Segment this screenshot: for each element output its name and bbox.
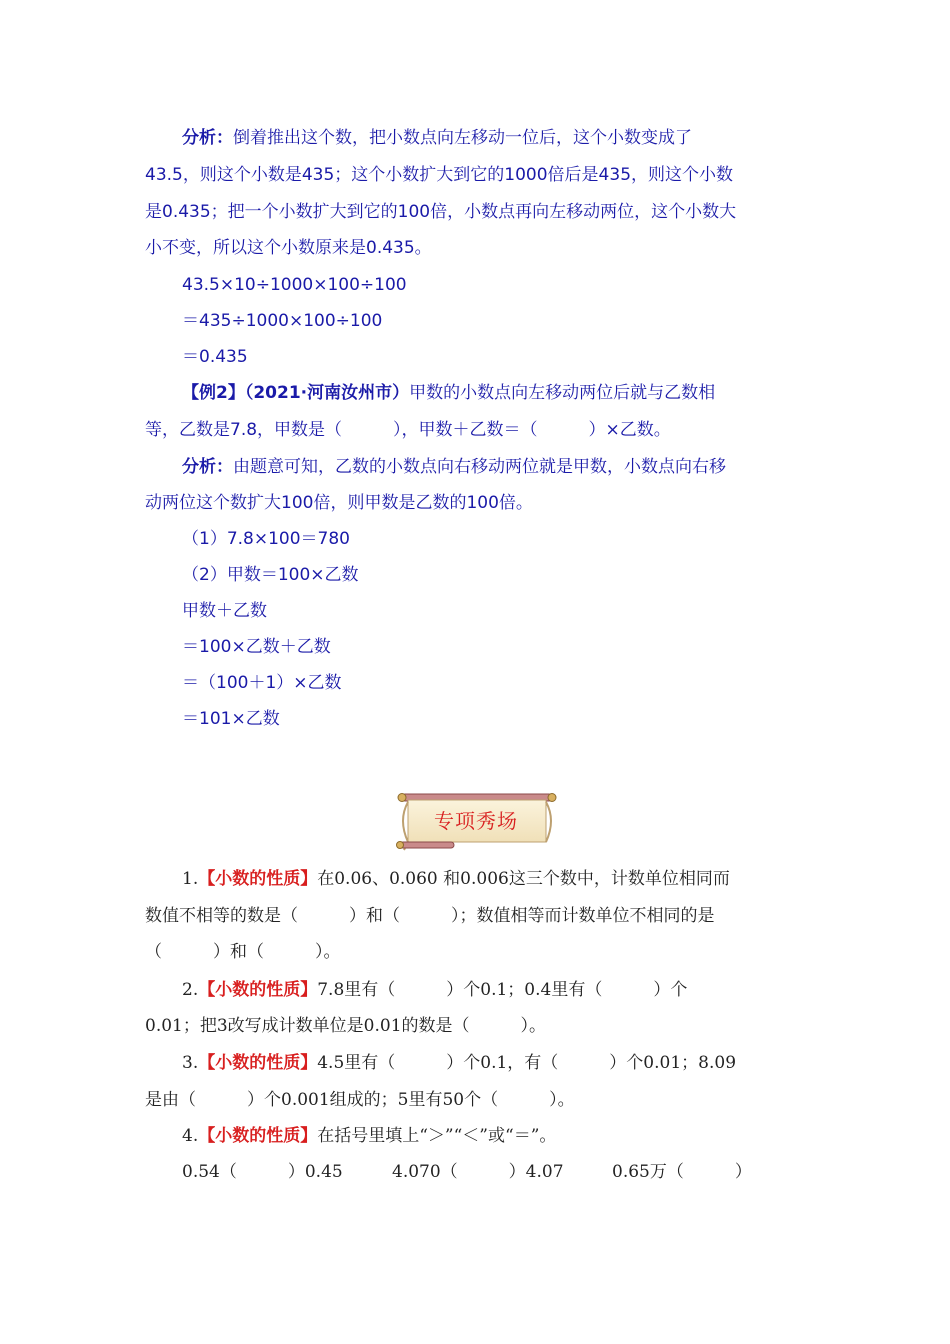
calc2-step6: ＝101×乙数 [182, 709, 280, 729]
analysis-label: 分析： [182, 128, 233, 148]
question3-line1: 3.【小数的性质】4.5里有（ ）个0.1，有（ ）个0.01；8.09 [182, 1053, 737, 1073]
analysis1-line2: 43.5，则这个小数是435；这个小数扩大到它的1000倍后是435，则这个小数 [145, 165, 734, 185]
calc2-step5: ＝（100＋1）×乙数 [182, 673, 342, 693]
question-number: 1. [182, 869, 199, 889]
calc1-step1: 43.5×10÷1000×100÷100 [182, 275, 407, 295]
calc2-step4: ＝100×乙数＋乙数 [182, 637, 331, 657]
analysis-label: 分析： [182, 457, 233, 477]
question-tag: 【小数的性质】 [198, 980, 318, 1000]
banner-title: 专项秀场 [434, 808, 518, 833]
question2-line1: 2.【小数的性质】7.8里有（ ）个0.1；0.4里有（ ）个 [182, 980, 688, 1000]
question-number: 2. [182, 980, 199, 1000]
question4-item1: 0.54（ ）0.45 [182, 1162, 343, 1182]
analysis2-line1: 分析：由题意可知，乙数的小数点向右移动两位就是甲数，小数点向右移 [182, 457, 726, 477]
analysis1-line1: 分析：倒着推出这个数，把小数点向左移动一位后，这个小数变成了 [182, 128, 692, 148]
section-banner [392, 790, 564, 856]
analysis2-line2: 动两位这个数扩大100倍，则甲数是乙数的100倍。 [145, 493, 533, 513]
calc2-step3: 甲数＋乙数 [182, 601, 267, 621]
question1-line2: 数值不相等的数是（ ）和（ ）；数值相等而计数单位不相同的是 [145, 906, 715, 926]
calc2-step1: （1）7.8×100＝780 [182, 529, 350, 549]
calc1-step3: ＝0.435 [182, 347, 248, 367]
calc2-step2: （2）甲数＝100×乙数 [182, 565, 359, 585]
example2-line1: 【例2】（2021·河南汝州市）甲数的小数点向左移动两位后就与乙数相 [182, 383, 716, 403]
question-tag: 【小数的性质】 [198, 869, 318, 889]
question1-line1: 1.【小数的性质】在0.06、0.060 和0.006这三个数中，计数单位相同而 [182, 869, 730, 889]
question3-line2: 是由（ ）个0.001组成的；5里有50个（ ）。 [145, 1090, 575, 1110]
analysis1-line3: 是0.435；把一个小数扩大到它的100倍，小数点再向左移动两位，这个小数大 [145, 202, 737, 222]
example2-tag: 【例2】（2021·河南汝州市） [182, 383, 410, 403]
question1-line3: （ ）和（ ）。 [145, 942, 341, 962]
question4-item2: 4.070（ ）4.07 [392, 1162, 564, 1182]
question-tag: 【小数的性质】 [198, 1053, 318, 1073]
question-tag: 【小数的性质】 [198, 1126, 318, 1146]
question4-item3: 0.65万（ ） [612, 1162, 752, 1182]
question2-line2: 0.01；把3改写成计数单位是0.01的数是（ ）。 [145, 1016, 547, 1036]
question-number: 4. [182, 1126, 199, 1146]
analysis1-line4: 小不变，所以这个小数原来是0.435。 [145, 238, 432, 258]
question-number: 3. [182, 1053, 199, 1073]
question4-line1: 4.【小数的性质】在括号里填上“＞”“＜”或“＝”。 [182, 1126, 557, 1146]
example2-line2: 等，乙数是7.8，甲数是（ ），甲数＋乙数＝（ ）×乙数。 [145, 420, 671, 440]
calc1-step2: ＝435÷1000×100÷100 [182, 311, 383, 331]
